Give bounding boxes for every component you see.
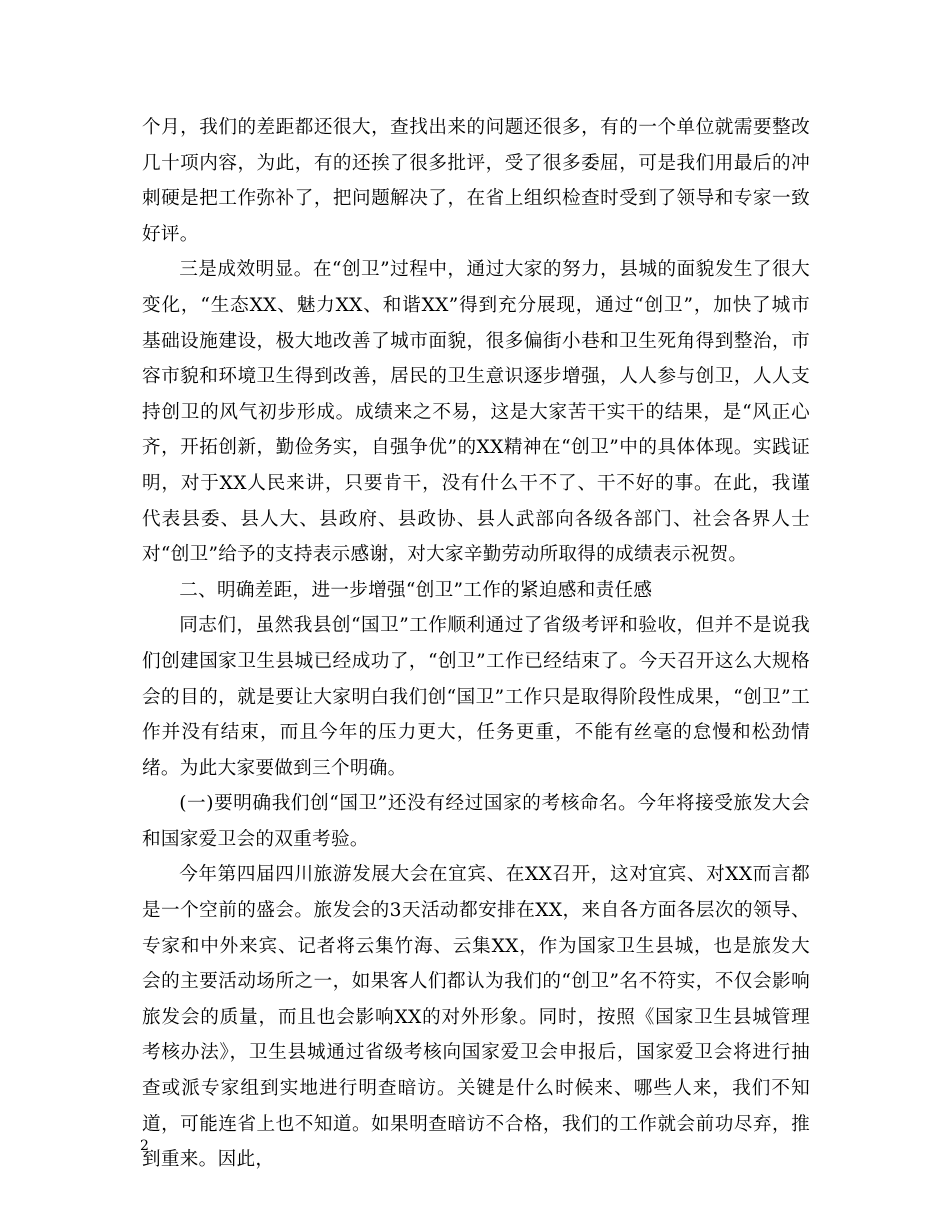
section-heading: 二、明确差距，进一步增强“创卫”工作的紧迫感和责任感: [179, 579, 653, 601]
document-body: [142, 110, 810, 1178]
paragraph-3: 同志们，虽然我县创“国卫”工作顺利通过了省级考评和验收，但并不是说我们创建国家卫生县城已经成功了，“创卫”工作已经结束了。今天召开这么大规格会的目的，就是要让大家明白我们创“国卫”工作只是取得阶段性成果，“创卫”工作并没有结束，而且今年的压力更大，任务更重，不能有丝毫的怠慢和松劲情绪。为此大家要做到三个明确。: [142, 615, 810, 779]
paragraph-4: (一)要明确我们创“国卫”还没有经过国家的考核命名。今年将接受旅发大会和国家爱卫会的双重考验。: [142, 793, 810, 850]
paragraph-5: 今年第四届四川旅游发展大会在宜宾、在XX召开，这对宜宾、对XX而言都是一个空前的盛会。旅发会的3天活动都安排在XX，来自各方面各层次的领导、专家和中外来宾、记者将云集竹海、云集XX，作为国家卫生县城，也是旅发大会的主要活动场所之一，如果客人们都认为我们的“创卫”名不符实，不仅会影响旅发会的质量，而且也会影响XX的对外形象。同时，按照《国家卫生县城管理考核办法》，卫生县城通过省级考核向国家爱卫会申报后，国家爱卫会将进行抽查或派专家组到实地进行明查暗访。关键是什么时候来、哪些人来，我们不知道，可能连省上也不知道。如果明查暗访不合格，我们的工作就会前功尽弃，推到重来。因此，: [142, 864, 810, 1171]
paragraph-1: 个月，我们的差距都还很大，查找出来的问题还很多，有的一个单位就需要整改几十项内容，为此，有的还挨了很多批评，受了很多委屈，可是我们用最后的冲刺硬是把工作弥补了，把问题解决了，在省上组织检查时受到了领导和专家一致好评。: [142, 117, 810, 245]
paragraph-2: 三是成效明显。在“创卫”过程中，通过大家的努力，县城的面貌发生了很大变化，“生态XX、魅力XX、和谐XX”得到充分展现，通过“创卫”，加快了城市基础设施建设，极大地改善了城市面貌，很多偏街小巷和卫生死角得到整治，市容市貌和环境卫生得到改善，居民的卫生意识逐步增强，人人参与创卫，人人支持创卫的风气初步形成。成绩来之不易，这是大家苦干实干的结果，是“风正心齐，开拓创新，勤俭务实，自强争优”的XX精神在“创卫”中的具体体现。实践证明，对于XX人民来讲，只要肯干，没有什么干不了、干不好的事。在此，我谨代表县委、县人大、县政府、县政协、县人武部向各级各部门、社会各界人士对“创卫”给予的支持表示感谢，对大家辛勤劳动所取得的成绩表示祝贺。: [142, 259, 810, 566]
page-number: 2: [140, 1138, 149, 1154]
